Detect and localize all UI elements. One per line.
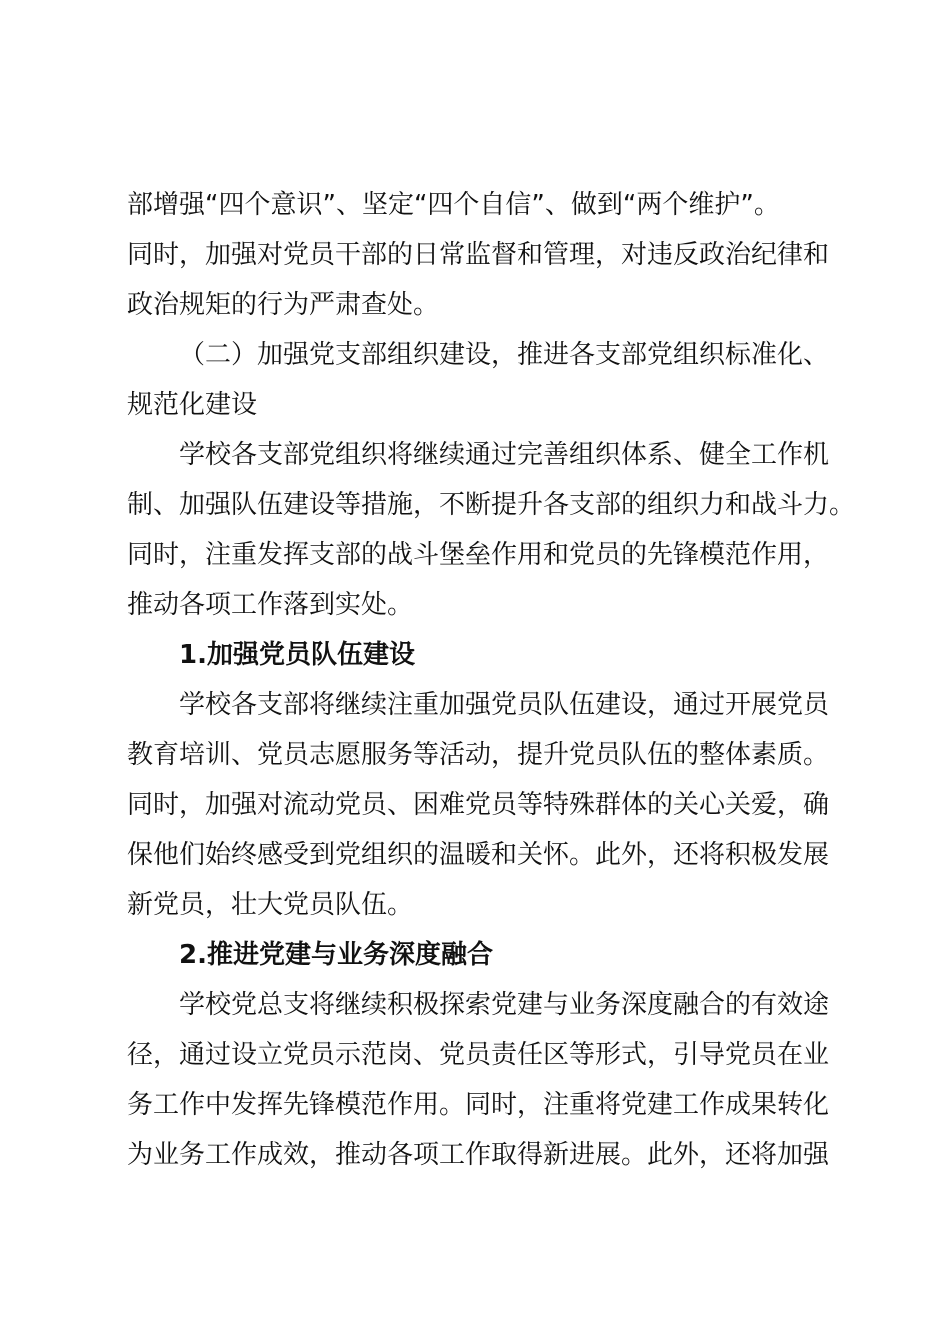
body-text-line: 径，通过设立党员示范岗、党员责任区等形式，引导党员在业 xyxy=(127,1040,830,1070)
paragraph-first-line: 学校党总支将继续积极探索党建与业务深度融合的有效途 xyxy=(179,990,830,1020)
body-text-line: 政治规矩的行为严肃查处。 xyxy=(127,290,440,320)
body-text-line: 同时，注重发挥支部的战斗堡垒作用和党员的先锋模范作用， xyxy=(127,540,830,570)
body-text-line: 同时，加强对流动党员、困难党员等特殊群体的关心关爱，确 xyxy=(127,790,830,820)
body-text-line: 为业务工作成效，推动各项工作取得新进展。此外，还将加强 xyxy=(127,1140,830,1170)
body-text-line: 新党员，壮大党员队伍。 xyxy=(127,890,414,920)
subsection-heading: 1.加强党员队伍建设 xyxy=(179,640,415,670)
subsection-heading: 2.推进党建与业务深度融合 xyxy=(179,940,493,970)
body-text-line: 制、加强队伍建设等措施，不断提升各支部的组织力和战斗力。 xyxy=(127,490,856,520)
body-text-line: 教育培训、党员志愿服务等活动，提升党员队伍的整体素质。 xyxy=(127,740,830,770)
body-text-line: 部增强“四个意识”、坚定“四个自信”、做到“两个维护”。 xyxy=(127,190,780,220)
body-text-line: 同时，加强对党员干部的日常监督和管理，对违反政治纪律和 xyxy=(127,240,830,270)
paragraph-first-line: 学校各支部将继续注重加强党员队伍建设，通过开展党员 xyxy=(179,690,830,720)
section-heading: （二）加强党支部组织建设，推进各支部党组织标准化、 xyxy=(179,340,830,370)
body-text-line: 推动各项工作落到实处。 xyxy=(127,590,414,620)
section-heading-continuation: 规范化建设 xyxy=(127,390,258,420)
body-text-line: 保他们始终感受到党组织的温暖和关怀。此外，还将积极发展 xyxy=(127,840,830,870)
document-body xyxy=(127,180,856,1180)
body-text-line: 务工作中发挥先锋模范作用。同时，注重将党建工作成果转化 xyxy=(127,1090,830,1120)
paragraph-first-line: 学校各支部党组织将继续通过完善组织体系、健全工作机 xyxy=(179,440,830,470)
